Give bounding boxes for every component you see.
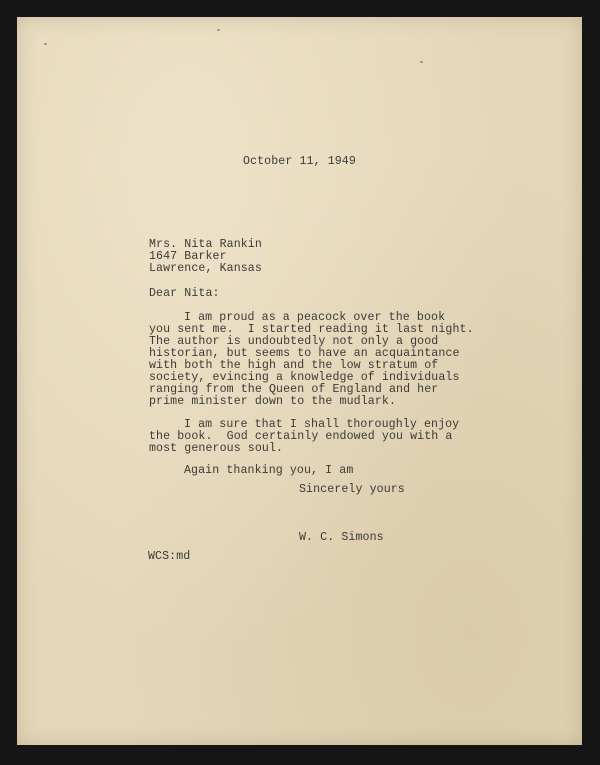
paragraph-line: the book. God certainly endowed you with a xyxy=(149,430,453,443)
paragraph-line: you sent me. I started reading it last night. xyxy=(149,323,474,336)
paragraph-line: society, evincing a knowledge of individuals xyxy=(149,371,460,384)
paragraph-line: I am sure that I shall thoroughly enjoy xyxy=(184,418,460,431)
salutation: Dear Nita: xyxy=(149,287,220,300)
letter-page xyxy=(17,17,582,745)
signature-name: W. C. Simons xyxy=(299,531,384,544)
reference-initials: WCS:md xyxy=(148,550,191,563)
recipient-city: Lawrence, Kansas xyxy=(149,262,262,275)
paragraph-line: with both the high and the low stratum of xyxy=(149,359,439,372)
paragraph-line: ranging from the Queen of England and her xyxy=(149,383,439,396)
paper-speck xyxy=(44,43,47,45)
letter-date: October 11, 1949 xyxy=(243,155,356,168)
paragraph-line: I am proud as a peacock over the book xyxy=(184,311,446,324)
paragraph-line: historian, but seems to have an acquaintance xyxy=(149,347,460,360)
paragraph-three: Again thanking you, I am xyxy=(184,464,354,477)
recipient-street: 1647 Barker xyxy=(149,250,227,263)
closing: Sincerely yours xyxy=(299,483,405,496)
paragraph-line: prime minister down to the mudlark. xyxy=(149,395,397,408)
paragraph-line: most generous soul. xyxy=(149,442,284,455)
recipient-name: Mrs. Nita Rankin xyxy=(149,238,262,251)
paper-speck xyxy=(217,29,220,31)
paragraph-line: The author is undoubtedly not only a good xyxy=(149,335,439,348)
paper-speck xyxy=(420,61,423,63)
